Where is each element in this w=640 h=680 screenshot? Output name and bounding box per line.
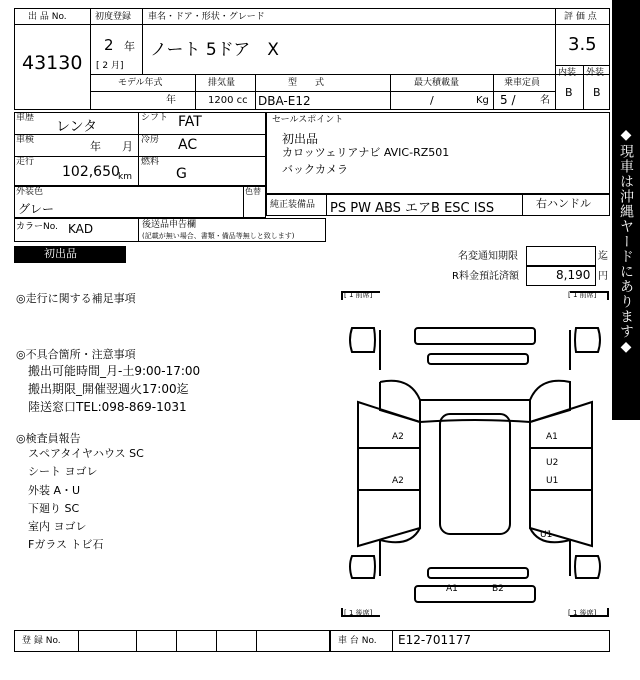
exterior-grade: B: [593, 86, 601, 99]
first-listing-text: 初出品: [44, 247, 77, 260]
car-damage-diagram: [340, 290, 610, 618]
info-frame: [14, 112, 266, 186]
inspector-line-1: スペアタイヤハウス SC: [28, 447, 144, 460]
inspection-month: 月: [122, 140, 133, 153]
sales-point-3: バックカメラ: [282, 163, 348, 176]
defects-title: ◎不具合箇所・注意事項: [16, 348, 136, 361]
defect-line-3: 陸送窓口TEL:098-869-1031: [28, 400, 187, 414]
mileage-unit: km: [118, 172, 132, 182]
model-year-label: モデル年式: [118, 78, 163, 88]
name-change-label: 名変通知期限: [458, 251, 518, 262]
displacement: 1200 cc: [208, 95, 248, 106]
defect-line-1: 搬出可能時間_月-土9:00-17:00: [28, 364, 201, 378]
history-label: 車歴: [16, 113, 35, 123]
defect-line-2: 搬出期限_開催翌週火17:00迄: [28, 382, 189, 396]
inspector-line-6: Fガラス トビ石: [28, 538, 104, 551]
sales-point-1: 初出品: [282, 132, 319, 146]
diagram-corner-rear-right: [ 1 後席]: [568, 609, 597, 617]
damage-mark: B2: [492, 584, 504, 594]
sales-label: セールスポイント: [272, 115, 344, 125]
recycle-label: R料金預託済額: [452, 271, 519, 282]
name-label: 車名・ドア・形状・グレード: [148, 12, 265, 22]
fuel-label: 燃料: [141, 157, 160, 167]
shift: FAT: [178, 114, 202, 130]
recycle-unit: 円: [598, 271, 608, 282]
capacity: 5 /: [500, 93, 516, 107]
mileage: 102,650: [62, 164, 120, 180]
reg-no-frame: [14, 630, 330, 652]
driving-notes-title: ◎走行に関する補足事項: [16, 292, 136, 305]
post-install-label: 後送品申告欄: [142, 220, 197, 230]
max-load-unit: Kg: [476, 95, 489, 106]
damage-mark: U2: [546, 458, 559, 468]
max-load: /: [430, 94, 434, 107]
inspector-line-5: 室内 ヨゴレ: [28, 520, 87, 533]
lot-no-label: 出 品 No.: [28, 12, 67, 22]
damage-mark: A1: [446, 584, 458, 594]
inspector-line-2: シート ヨゴレ: [28, 465, 98, 478]
inspection-label: 車検: [16, 135, 35, 145]
interior-grade: B: [565, 86, 573, 99]
color-label: 外装色: [16, 187, 44, 197]
sales-point-2: カロッツェリアナビ AVIC-RZ501: [282, 146, 450, 159]
exterior-label: 外装: [586, 68, 605, 78]
reg-no-label: 登 録 No.: [22, 636, 61, 646]
inspector-line-3: 外装 A・U: [28, 484, 81, 497]
damage-mark: A2: [392, 476, 404, 486]
diagram-corner-rear-left: [ 1 後席]: [344, 609, 373, 617]
model-year-unit: 年: [166, 95, 176, 106]
inspector-title: ◎検査員報告: [16, 432, 81, 445]
post-install-note: (記載が無い場合、書類・備品等無しと致します): [142, 232, 295, 240]
name-change-unit: 迄: [598, 251, 608, 262]
color-no: KAD: [68, 222, 94, 236]
mileage-label: 走行: [16, 157, 35, 167]
first-reg-label: 初度登録: [95, 12, 132, 22]
score: 3.5: [568, 34, 597, 55]
diagram-corner-front-left: [ 1 前席]: [344, 291, 373, 299]
recycle-value: 8,190: [556, 268, 591, 282]
year-unit: 年: [124, 40, 135, 53]
max-load-label: 最大積載量: [414, 78, 460, 88]
name-change-field: [526, 246, 596, 266]
equipment: PS PW ABS エアB ESC ISS: [330, 201, 495, 216]
ac-label: 冷房: [141, 135, 160, 145]
damage-mark: A2: [392, 432, 404, 442]
shift-label: シフト: [141, 113, 169, 123]
location-banner: ◆現車は沖縄ヤードにあります◆: [612, 0, 640, 420]
history: レンタ: [56, 119, 98, 135]
car-name: ノート 5ドア X: [150, 40, 279, 60]
interior-label: 内装: [558, 68, 577, 78]
color: グレー: [18, 202, 55, 216]
inspection-year: 年: [90, 140, 101, 153]
first-reg-year: 2: [104, 36, 114, 54]
first-reg-month: [ 2 月]: [96, 61, 124, 71]
model-type: DBA-E12: [258, 94, 311, 108]
inspector-line-4: 下廻り SC: [28, 502, 80, 515]
color-no-label: カラーNo.: [16, 222, 58, 232]
chassis-no-label: 車 台 No.: [338, 636, 377, 646]
displacement-label: 排気量: [208, 78, 236, 88]
ac: AC: [178, 137, 198, 153]
lot-no: 43130: [22, 52, 83, 74]
diagram-corner-front-right: [ 1 前席]: [568, 291, 597, 299]
score-label: 評 価 点: [564, 12, 597, 22]
chassis-no: E12-701177: [398, 633, 471, 647]
type-label: 型 式: [288, 78, 325, 88]
color-code-label: 色替: [245, 187, 261, 196]
damage-mark: U1: [546, 476, 559, 486]
damage-mark: A1: [546, 432, 558, 442]
capacity-label: 乗車定員: [504, 78, 541, 88]
damage-mark: U1: [540, 530, 553, 540]
capacity-unit: 名: [540, 95, 550, 106]
steering: 右ハンドル: [536, 197, 591, 210]
fuel: G: [176, 166, 187, 182]
equipment-label: 純正装備品: [270, 200, 316, 210]
